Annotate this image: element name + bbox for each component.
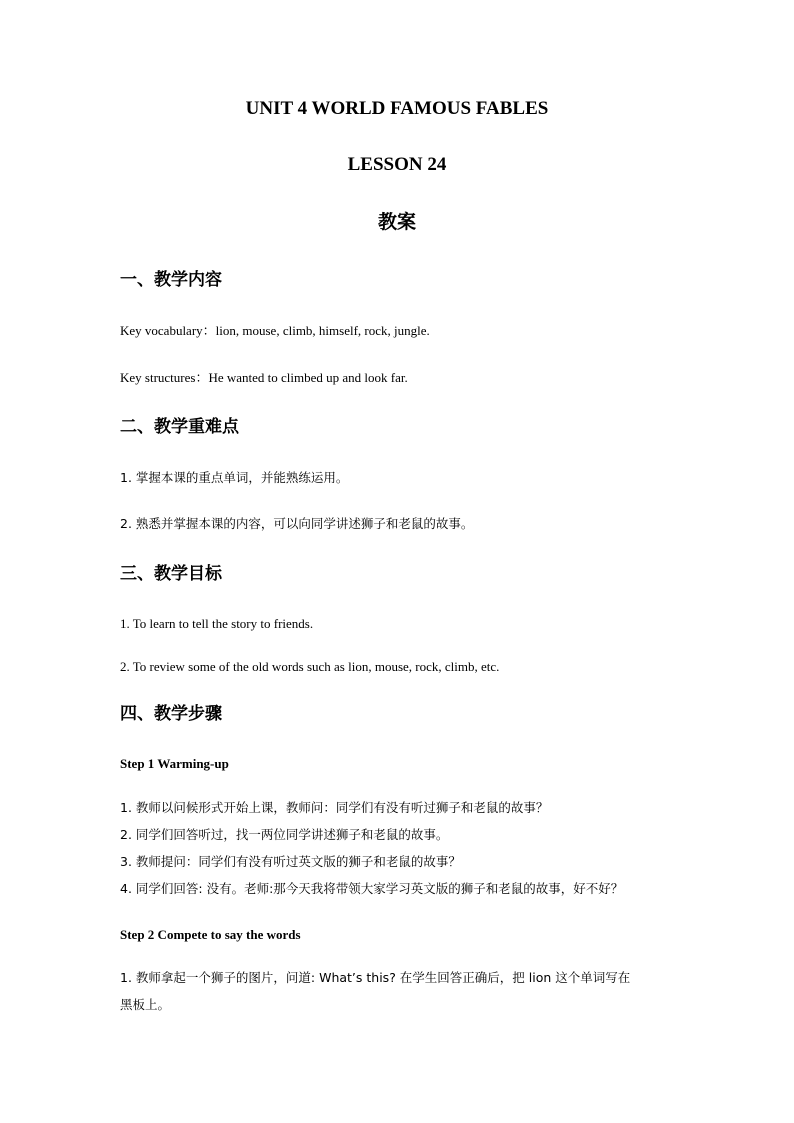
lesson-plan-title: 教案 [377, 211, 416, 233]
step-1-item-3: 3. 教师提问：同学们有没有听过英文版的狮子和老鼠的故事？ [120, 854, 461, 869]
step-1-label: Step 1 Warming-up [120, 756, 229, 771]
objective-item-2: 2. To review some of the old words such as lion, mouse, rock, climb, etc. [120, 659, 500, 674]
difficulty-item-1: 1. 掌握本课的重点单词，并能熟练运用。 [120, 470, 349, 485]
objective-item-1: 1. To learn to tell the story to friends. [120, 616, 314, 631]
key-structures-line: Key structures：He wanted to climbed up and look far. [120, 370, 408, 385]
section-heading-content: 一、教学内容 [120, 270, 222, 290]
key-vocabulary-line: Key vocabulary：lion, mouse, climb, himself, rock, jungle. [120, 323, 430, 338]
step-1-item-4: 4. 同学们回答: 没有。老师:那今天我将带领大家学习英文版的狮子和老鼠的故事，好不好？ [120, 881, 624, 896]
step-2-label: Step 2 Compete to say the words [120, 927, 301, 942]
step-1-item-1: 1. 教师以问候形式开始上课，教师问：同学们有没有听过狮子和老鼠的故事？ [120, 800, 549, 815]
section-heading-steps: 四、教学步骤 [120, 704, 222, 724]
step-2-item-1: 1. 教师拿起一个狮子的图片，问道: What’s this? 在学生回答正确后，把 lion 这个单词写在 [120, 970, 631, 985]
unit-title: UNIT 4 WORLD FAMOUS FABLES [245, 98, 549, 119]
lesson-title: LESSON 24 [347, 154, 447, 175]
step-2-item-1-cont: 黑板上。 [120, 997, 171, 1012]
difficulty-item-2: 2. 熟悉并掌握本课的内容，可以向同学讲述狮子和老鼠的故事。 [120, 516, 474, 531]
step-1-item-2: 2. 同学们回答听过，找一两位同学讲述狮子和老鼠的故事。 [120, 827, 449, 842]
section-heading-difficulties: 二、教学重难点 [120, 417, 239, 437]
section-heading-objectives: 三、教学目标 [120, 564, 222, 584]
